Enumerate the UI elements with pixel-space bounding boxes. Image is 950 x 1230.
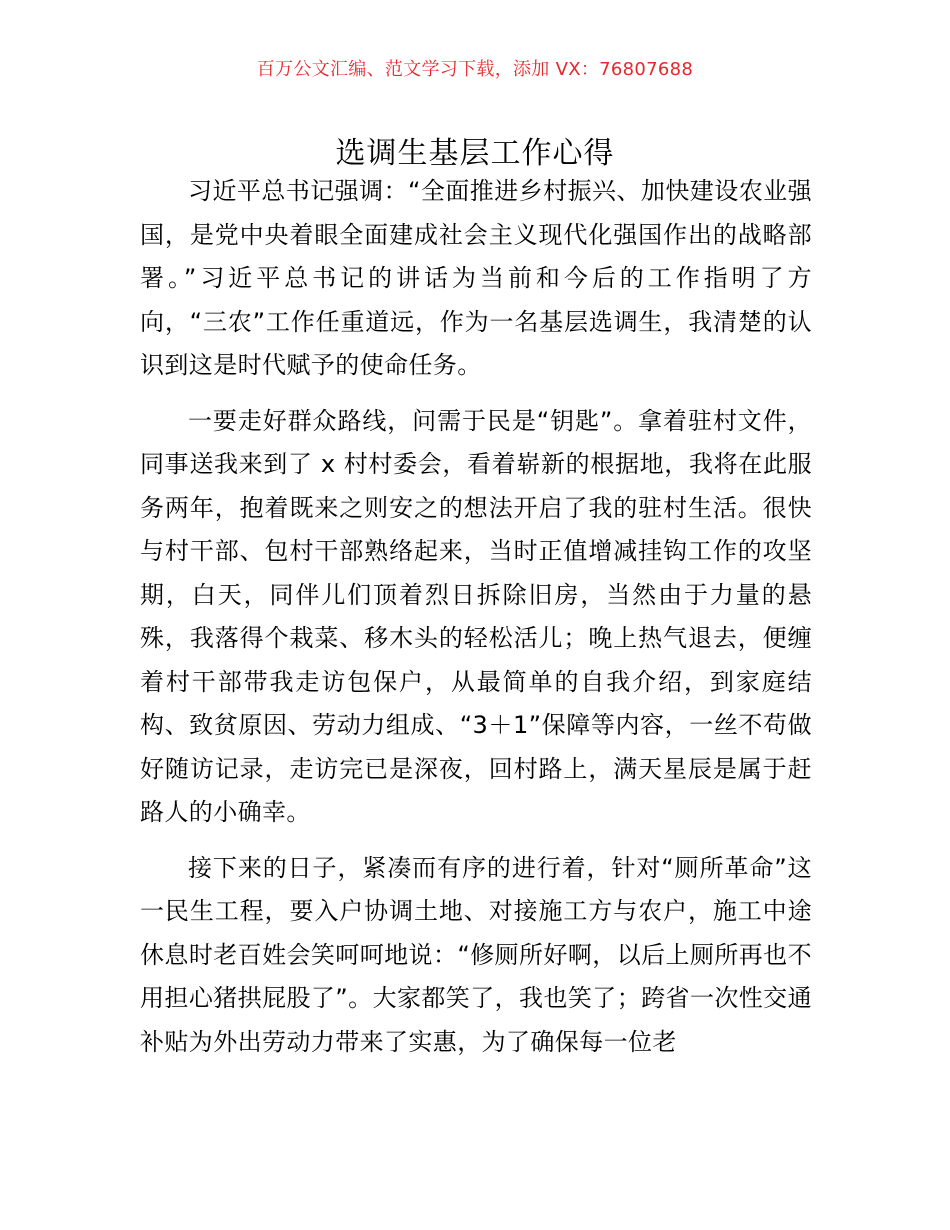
paragraph-2: 一要走好群众路线，问需于民是“钥匙”。拿着驻村文件，同事送我来到了 x 村村委会，看着崭新的根据地，我将在此服务两年，抱着既来之则安之的想法开启了我的驻村生活。很快与村干部、包村干部熟络起来，当时正值增减挂钩工作的攻坚期，白天，同伴儿们顶着烈日拆除旧房，当然由于力量的悬殊，我落得个栽菜、移木头的轻松活儿；晚上热气退去，便缠着村干部带我走访包保户，从最简单的自我介绍，到家庭结构、致贫原因、劳动力组成、“3＋1”保障等内容，一丝不苟做好随访记录，走访完已是深夜，回村路上，满天星辰是属于赶路人的小确幸。	[140, 406, 812, 826]
document-body	[140, 170, 812, 1076]
paragraph-1: 习近平总书记强调：“全面推进乡村振兴、加快建设农业强国，是党中央着眼全面建成社会主义现代化强国作出的战略部署。”习近平总书记的讲话为当前和今后的工作指明了方向，“三农”工作任重道远，作为一名基层选调生，我清楚的认识到这是时代赋予的使命任务。	[140, 177, 812, 379]
header-watermark-note: 百万公文汇编、范文学习下载，添加 VX：76807688	[256, 59, 694, 80]
page-title: 选调生基层工作心得	[335, 136, 615, 172]
paragraph-3: 接下来的日子，紧凑而有序的进行着，针对“厕所革命”这一民生工程，要入户协调土地、对接施工方与农户，施工中途休息时老百姓会笑呵呵地说：“修厕所好啊，以后上厕所再也不用担心猪拱屁股了”。大家都笑了，我也笑了；跨省一次性交通补贴为外出劳动力带来了实惠，为了确保每一位老	[140, 853, 812, 1056]
